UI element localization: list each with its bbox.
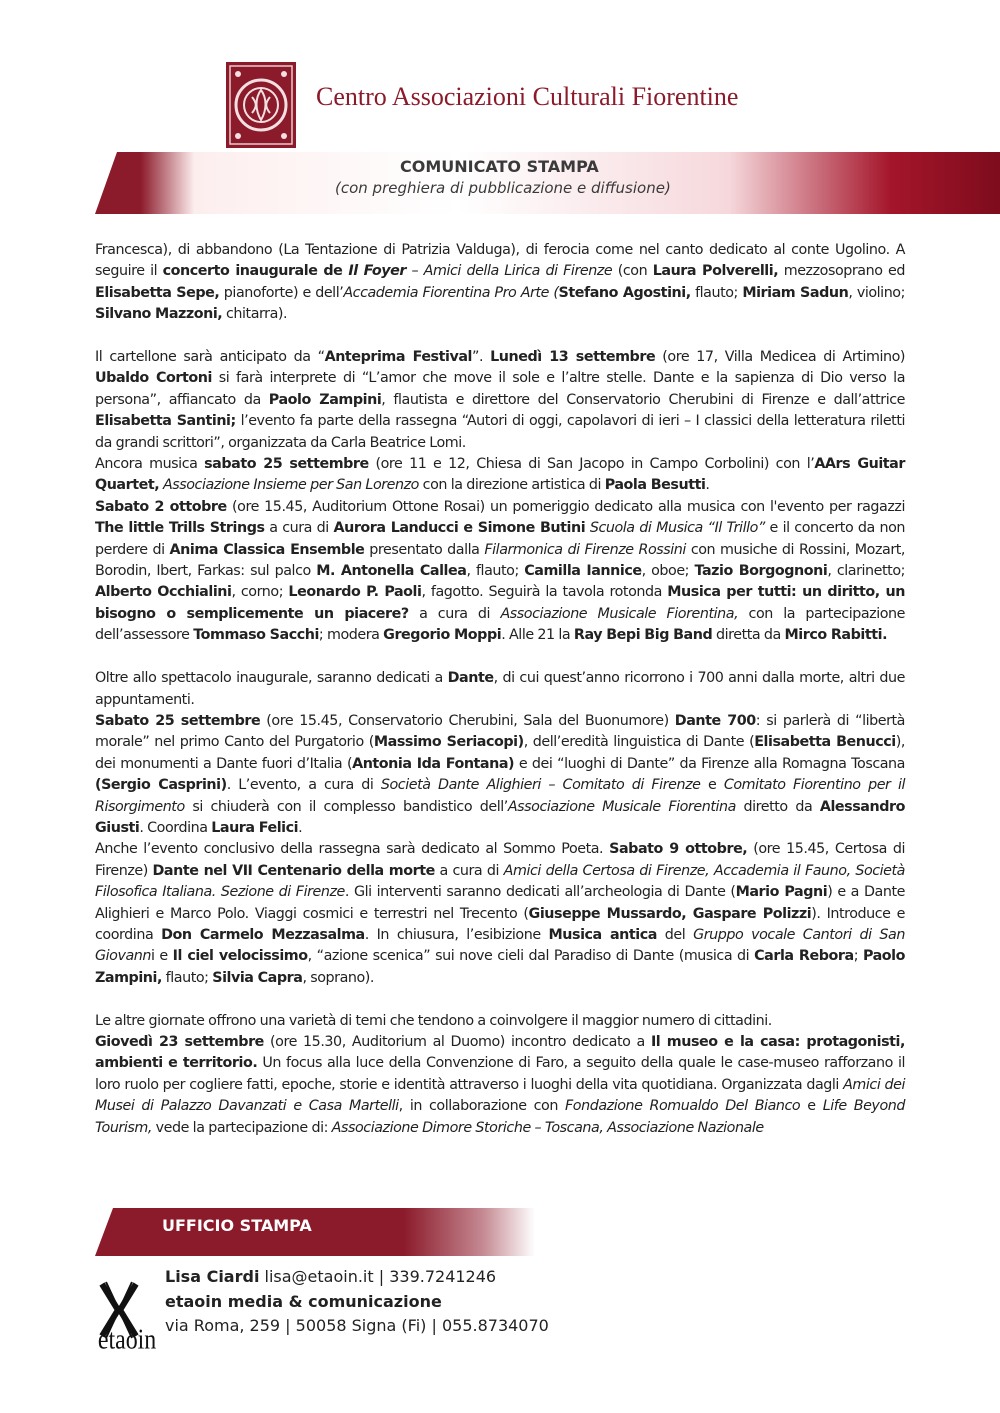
text-run: ) e a Dante Alighieri e Marco Polo. Viaggi cosmici e terrestri nel Trecento ( xyxy=(95,884,905,922)
emphasis-text: Gregorio Moppi xyxy=(383,627,502,644)
emphasis-text: AArs Guitar Quartet, xyxy=(95,456,905,494)
emphasis-text: Ubaldo Cortoni xyxy=(95,370,212,387)
emphasis-text: Tazio Borgognoni xyxy=(694,563,828,580)
banner-title: COMUNICATO STAMPA xyxy=(400,157,599,176)
text-run: l’evento fa parte della rassegna “Autori di oggi, capolavori di ieri – I classici della letteratura riletti da grandi scrittori”, organizzata da Carla Beatrice Lomi. xyxy=(95,413,905,451)
body-paragraph xyxy=(95,240,905,326)
text-run: a cura di xyxy=(434,862,504,879)
text-run: , violino; xyxy=(848,284,905,301)
emphasis-text: Aurora Landucci e Simone Butini xyxy=(333,520,586,537)
emphasis-text: Elisabetta Santini; xyxy=(95,413,236,430)
italic-text: Associazione Insieme per San Lorenzo xyxy=(162,477,419,494)
text-run: . Alle 21 la xyxy=(501,627,574,644)
emphasis-text: Anteprima Festival xyxy=(324,349,472,366)
text-run: con la partecipazione dell’assessore xyxy=(95,605,905,644)
text-run: pianoforte) e dell’ xyxy=(219,284,344,301)
italic-text: Fondazione Romualdo Del Bianco xyxy=(565,1098,801,1115)
text-run: chitarra). xyxy=(222,306,288,323)
emphasis-text: Tommaso Sacchi xyxy=(193,627,319,644)
emphasis-text: Don Carmelo Mezzasalma xyxy=(161,926,365,943)
text-run: ”. xyxy=(471,349,491,366)
text-run: (con xyxy=(612,263,653,280)
text-run: a cura di xyxy=(264,520,334,537)
text-run: . xyxy=(298,819,303,836)
text-run: , corno; xyxy=(231,584,289,601)
italic-text: Filarmonica di Firenze Rossini xyxy=(484,541,686,558)
emphasis-text: Camilla Iannice xyxy=(524,563,642,580)
italic-text: Amici della Certosa di Firenze, Accademia il Fauno, Società Filosofica Italiana. Sezione di Firenze xyxy=(95,862,905,901)
italic-text: Amici della Lirica di Firenze xyxy=(423,263,613,280)
emphasis-text: Dante 700 xyxy=(674,712,756,729)
text-run: mezzosoprano ed xyxy=(778,263,905,280)
text-run: Ancora musica xyxy=(95,456,205,473)
emphasis-text: Silvia Capra xyxy=(212,969,303,986)
text-run: , flautista e direttore del Conservatorio Cherubini di Firenze e dall’attrice xyxy=(381,391,906,408)
emphasis-text: Giovedì 23 settembre xyxy=(95,1033,264,1050)
emphasis-text: Sabato 2 ottobre xyxy=(95,498,227,515)
emphasis-text: Paolo Zampini xyxy=(268,391,382,408)
text-run: e il concerto da non perdere di xyxy=(95,520,906,558)
emphasis-text: Leonardo P. Paoli xyxy=(288,584,422,601)
text-run: si farà interprete di “L’amor che move il sole e l’altre stelle. Dante e la sapienza di Dio verso la persona”, affiancato da xyxy=(95,370,906,408)
emphasis-text: Miriam Sadun xyxy=(742,284,849,301)
org-name: Centro Associazioni Culturali Fiorentine xyxy=(316,82,739,111)
emphasis-text: Laura Polverelli, xyxy=(652,263,779,280)
emphasis-text: Alessandro Giusti xyxy=(95,798,905,836)
italic-text: Associazione Musicale Fiorentina xyxy=(507,798,736,815)
text-run: Francesca), di abbandono (La Tentazione di Patrizia Valduga), di ferocia come nel canto dedicato al conte Ugolino. A seguire il xyxy=(95,242,905,280)
etaoin-logo-text: etaoin xyxy=(97,1323,157,1350)
text-run: , “azione scenica” sui nove cieli dal Paradiso di Dante (musica di xyxy=(307,948,755,965)
text-run: Il cartellone sarà anticipato da “ xyxy=(95,349,325,366)
text-run: del xyxy=(656,926,694,943)
emphasis-text: Laura Felici xyxy=(211,819,299,836)
emphasis-text: Massimo Seriacopi) xyxy=(373,734,524,751)
emphasis-text: Alberto Occhialini xyxy=(95,584,232,601)
text-run: (ore 11 e 12, Chiesa di San Jacopo in Campo Corbolini) con l’ xyxy=(368,456,815,473)
emphasis-text: (Sergio Casprini) xyxy=(95,777,227,794)
text-run: si chiuderà con il complesso bandistico dell’ xyxy=(184,798,508,815)
article-body xyxy=(95,240,905,1139)
text-run: diretto da xyxy=(735,798,820,815)
text-run: flauto; xyxy=(690,284,743,301)
emphasis-text: Il ciel velocissimo xyxy=(172,948,308,965)
emphasis-text: Carla Rebora xyxy=(754,948,854,965)
text-run: con la direzione artistica di xyxy=(418,477,605,494)
text-run: e xyxy=(700,777,724,794)
emphasis-text: Lunedì 13 settembre xyxy=(490,349,656,366)
press-office-title: UFFICIO STAMPA xyxy=(162,1216,312,1235)
italic-text: Associazione Dimore Storiche – Toscana, Associazione Nazionale xyxy=(331,1119,764,1136)
press-office-band xyxy=(95,1208,535,1256)
emphasis-text: Musica antica xyxy=(548,926,657,943)
text-run: ), dei monumenti a Dante fuori d’Italia ( xyxy=(95,734,905,772)
text-run: : si parlerà di “libertà morale” nel primo Canto del Purgatorio ( xyxy=(95,712,905,751)
text-run: ; modera xyxy=(318,627,384,644)
italic-text: Società Dante Alighieri – Comitato di Firenze xyxy=(380,777,701,794)
text-run: (ore 15.45, Certosa di Firenze) xyxy=(95,841,905,879)
emphasis-text: Elisabetta Sepe, xyxy=(95,284,220,301)
emphasis-text: concerto inaugurale de xyxy=(162,263,349,280)
text-run: . xyxy=(705,477,710,494)
text-run: Anche l’evento conclusivo della rassegna sarà dedicato al Sommo Poeta. xyxy=(95,841,610,858)
company-address: via Roma, 259 | 50058 Signa (Fi) | 055.8734070 xyxy=(165,1316,549,1335)
body-paragraph xyxy=(95,711,905,839)
text-run: ). Introduce e coordina xyxy=(95,905,905,943)
text-run: (ore 15.30, Auditorium al Duomo) incontro dedicato a xyxy=(263,1033,651,1050)
emphasis-text: Stefano Agostini, xyxy=(558,284,691,301)
emphasis-text: Mirco Rabitti. xyxy=(784,627,888,644)
emphasis-text: M. Antonella Callea xyxy=(316,563,467,580)
emphasis-text: Giuseppe Mussardo, Gaspare Polizzi xyxy=(528,905,812,922)
italic-text: Accademia Fiorentina Pro Arte ( xyxy=(343,284,559,301)
emphasis-text: Sabato 25 settembre xyxy=(95,712,261,729)
text-run: , fagotto. Seguirà la tavola rotonda xyxy=(421,584,668,601)
text-run: , oboe; xyxy=(641,563,695,580)
emphasis-text: Il Foyer xyxy=(348,263,406,280)
text-run: e xyxy=(800,1098,823,1115)
body-paragraph xyxy=(95,1032,905,1139)
caf-logo xyxy=(226,62,296,148)
emphasis-text: The little Trills Strings xyxy=(95,520,265,537)
emphasis-text: Musica per tutti: un diritto, un bisogno o semplicemente un piacere? xyxy=(95,584,905,622)
text-run: . In chiusura, l’esibizione xyxy=(364,926,549,943)
body-paragraph xyxy=(95,839,905,989)
text-run: . Coordina xyxy=(139,819,212,836)
text-run: flauto; xyxy=(161,969,213,986)
emphasis-text: Silvano Mazzoni, xyxy=(95,306,223,323)
emphasis-text: Il museo e la casa: protagonisti, ambienti e territorio. xyxy=(95,1033,905,1072)
emphasis-text: Sabato 9 ottobre, xyxy=(609,841,748,858)
emphasis-text: Dante nel VII Centenario della morte xyxy=(152,862,435,879)
body-paragraph xyxy=(95,347,905,454)
emphasis-text: Paola Besutti xyxy=(604,477,706,494)
emphasis-text: Mario Pagni xyxy=(735,884,828,901)
text-run: , dell’eredità linguistica di Dante ( xyxy=(523,734,755,751)
italic-text: Comitato Fiorentino per il Risorgimento xyxy=(95,777,905,815)
text-run: e dei “luoghi di Dante” da Firenze alla Romagna Toscana xyxy=(514,755,905,772)
emphasis-text: Paolo Zampini, xyxy=(95,948,906,986)
text-run: (ore 17, Villa Medicea di Artimino) xyxy=(655,349,906,366)
text-run: a cura di xyxy=(408,605,501,622)
italic-text: Life Beyond Tourism, xyxy=(95,1098,905,1136)
contact-name: Lisa Ciardi xyxy=(165,1267,260,1286)
body-paragraph xyxy=(95,1011,905,1032)
text-run: , clarinetto; xyxy=(827,563,905,580)
text-run: con musiche di Rossini, Mozart, Borodin, Ibert, Farkas: sul palco xyxy=(95,541,905,580)
text-run: , in collaborazione con xyxy=(398,1098,566,1115)
text-run: (ore 15.45, Conservatorio Cherubini, Sala del Buonumore) xyxy=(260,712,675,729)
emphasis-text: Dante xyxy=(447,670,494,687)
text-run: (ore 15.45, Auditorium Ottone Rosai) un pomeriggio dedicato alla musica con l'evento per ragazzi xyxy=(226,498,905,515)
company-name: etaoin media & comunicazione xyxy=(165,1292,442,1311)
italic-text: Scuola di Musica “Il Trillo” xyxy=(589,520,765,537)
text-run: – xyxy=(405,263,424,280)
text-run: diretta da xyxy=(712,627,785,644)
text-run: , soprano). xyxy=(302,969,375,986)
text-run: Oltre allo spettacolo inaugurale, saranno dedicati a xyxy=(95,670,448,687)
text-run: , di cui quest’anno ricorrono i 700 anni dalla morte, altri due appuntamenti. xyxy=(95,670,905,708)
body-paragraph xyxy=(95,454,905,497)
emphasis-text: sabato 25 settembre xyxy=(204,456,369,473)
contact-details: lisa@etaoin.it | 339.7241246 xyxy=(259,1267,497,1286)
emphasis-text: Antonia Ida Fontana) xyxy=(352,755,515,772)
text-run: , flauto; xyxy=(466,563,525,580)
banner-subtitle: (con preghiera di pubblicazione e diffusione) xyxy=(335,179,671,197)
emphasis-text: Anima Classica Ensemble xyxy=(169,541,365,558)
emphasis-text: Elisabetta Benucci xyxy=(754,734,896,751)
text-run: presentato dalla xyxy=(364,541,485,558)
text-run: vede la partecipazione di: xyxy=(151,1119,332,1136)
italic-text: Amici dei Musei di Palazzo Davanzati e Casa Martelli xyxy=(95,1076,905,1115)
text-run: ; xyxy=(853,948,863,965)
etaoin-logo xyxy=(96,1276,162,1350)
text-run: i e xyxy=(151,948,173,965)
contact-person xyxy=(165,1267,496,1286)
text-run: . Gli interventi saranno dedicati all’archeologia di Dante ( xyxy=(344,884,736,901)
italic-text: Associazione Musicale Fiorentina, xyxy=(500,605,739,622)
body-paragraph xyxy=(95,668,905,711)
text-run: Le altre giornate offrono una varietà di temi che tendono a coinvolgere il maggior numero di cittadini. xyxy=(95,1012,772,1029)
body-paragraph xyxy=(95,497,905,647)
text-run: . L’evento, a cura di xyxy=(226,777,381,794)
italic-text: Gruppo vocale Cantori di San Giovann xyxy=(95,926,905,965)
text-run: Un focus alla luce della Convenzione di Faro, a seguito della quale le case-museo rafforzano il loro ruolo per cogliere fatti, epoche, storie e identità attraverso i luoghi della vita quotidiana. Organizzata dagli xyxy=(95,1055,905,1093)
emphasis-text: Ray Bepi Big Band xyxy=(573,627,713,644)
